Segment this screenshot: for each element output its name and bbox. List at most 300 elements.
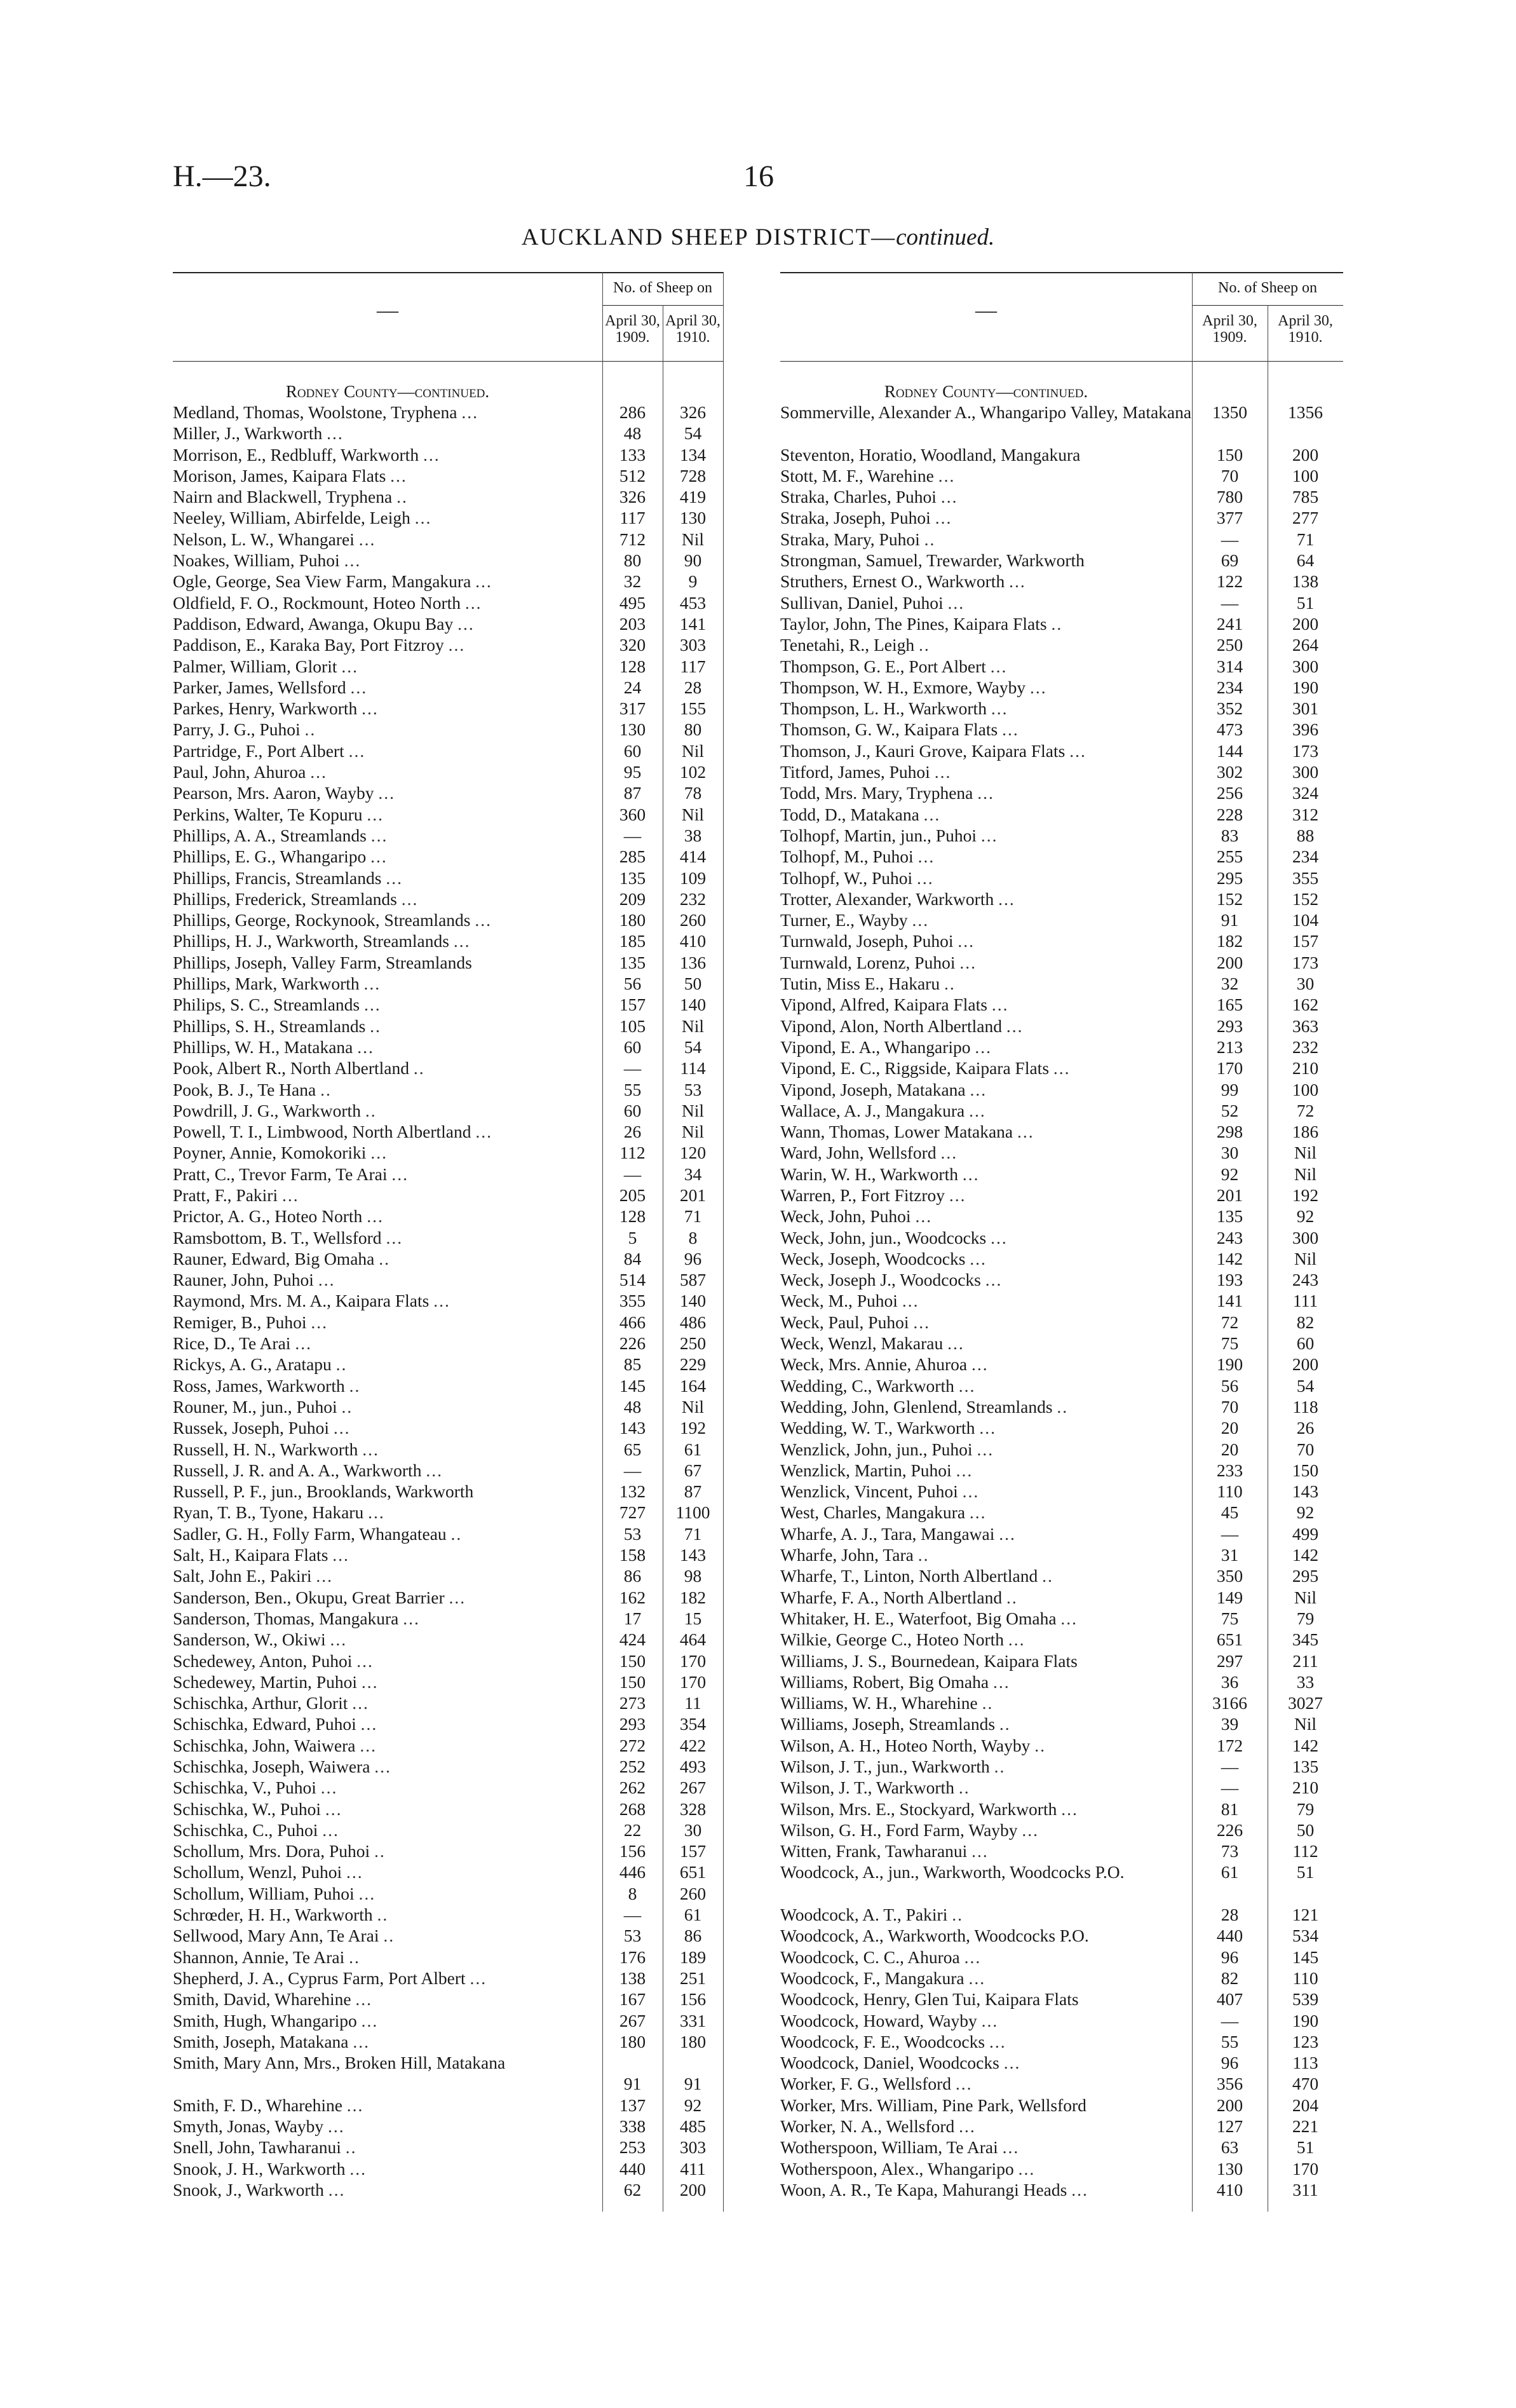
sheep-count-1909: 512 bbox=[619, 465, 646, 486]
sheep-count-1910: 264 bbox=[1292, 635, 1319, 655]
owner-location: Salt, John E., Pakiri bbox=[173, 1566, 312, 1586]
owner-location: Woodcock, A., Warkworth, Woodcocks P.O. bbox=[780, 1926, 1089, 1946]
leader-dots: ... bbox=[958, 931, 975, 951]
table-row bbox=[173, 1989, 723, 2010]
farmer-name bbox=[780, 1290, 1192, 1311]
owner-location: Woodcock, F. E., Woodcocks bbox=[780, 2031, 985, 2051]
sheep-count-1910: 354 bbox=[679, 1714, 707, 1734]
leader-dots: .. bbox=[1051, 613, 1063, 634]
sheep-count-1910: 134 bbox=[679, 444, 707, 465]
leader-dots: ... bbox=[955, 2074, 973, 2094]
sheep-count-1909: 91 bbox=[623, 2074, 642, 2094]
sheep-count-1910: 130 bbox=[679, 508, 707, 528]
sheep-count-1909: 226 bbox=[619, 1333, 646, 1354]
table-row bbox=[173, 1058, 723, 1078]
table-row bbox=[780, 2179, 1343, 2200]
table-row bbox=[173, 1777, 723, 1798]
sheep-count-1909: 172 bbox=[1216, 1735, 1243, 1755]
table-row bbox=[173, 1968, 723, 1989]
leader-dots: ... bbox=[316, 1566, 333, 1586]
farmer-name bbox=[173, 1206, 602, 1227]
farmer-name bbox=[780, 867, 1192, 888]
leader-dots: ... bbox=[353, 2031, 370, 2051]
sheep-count-1909: 65 bbox=[623, 1439, 642, 1459]
owner-location: Woodcock, Howard, Wayby bbox=[780, 2010, 977, 2030]
table-row bbox=[173, 2031, 723, 2052]
sheep-count-1909: 295 bbox=[1216, 867, 1243, 888]
sheep-count-1909: 209 bbox=[619, 888, 646, 909]
farmer-name bbox=[780, 1925, 1192, 1946]
owner-location: Russell, P. F., jun., Brooklands, Warkworth bbox=[173, 1481, 474, 1502]
owner-location: Weck, Joseph, Woodcocks bbox=[780, 1248, 966, 1269]
farmer-name bbox=[173, 1417, 602, 1438]
leader-dots: ... bbox=[968, 1968, 986, 1988]
sheep-count-1909: 338 bbox=[619, 2116, 646, 2137]
table-row bbox=[173, 571, 723, 592]
sheep-count-1909: 138 bbox=[619, 1968, 646, 1988]
owner-location: Vipond, Alfred, Kaipara Flats bbox=[780, 995, 987, 1015]
table-row bbox=[780, 444, 1343, 465]
farmer-name bbox=[780, 592, 1192, 613]
farmer-name bbox=[173, 1439, 602, 1460]
farmer-name bbox=[173, 1820, 602, 1840]
sheep-count-1910: 54 bbox=[684, 423, 702, 444]
owner-location: Thompson, L. H., Warkworth bbox=[780, 698, 987, 719]
owner-location: Thompson, G. E., Port Albert bbox=[780, 656, 986, 676]
farmer-name bbox=[780, 1312, 1192, 1333]
leader-dots: ... bbox=[938, 465, 956, 486]
owner-location: Phillips, H. J., Warkworth, Streamlands bbox=[173, 931, 449, 951]
leader-dots: ... bbox=[327, 423, 344, 444]
owner-location: Ramsbottom, B. T., Wellsford bbox=[173, 1227, 382, 1248]
owner-location: Powdrill, J. G., Warkworth bbox=[173, 1100, 361, 1120]
farmer-name bbox=[780, 1692, 1192, 1713]
sheep-count-1909: 91 bbox=[1221, 910, 1239, 930]
sheep-count-1909: 87 bbox=[623, 783, 642, 803]
owner-location: Vipond, Alon, North Albertland bbox=[780, 1016, 1002, 1036]
sheep-count-1910: 186 bbox=[1292, 1122, 1319, 1142]
owner-location: Warren, P., Fort Fitzroy bbox=[780, 1185, 945, 1205]
sheep-count-1909: 252 bbox=[619, 1757, 646, 1776]
table-row bbox=[780, 888, 1343, 909]
farmer-name bbox=[173, 1925, 602, 1946]
owner-location: Thomson, J., Kauri Grove, Kaipara Flats bbox=[780, 740, 1066, 761]
sheep-count-1910: 162 bbox=[1292, 995, 1319, 1015]
sheep-count-1910: 331 bbox=[679, 2010, 707, 2030]
table-row bbox=[780, 1227, 1343, 1248]
col-1909-left bbox=[602, 313, 663, 346]
sheep-count-1909: 92 bbox=[1221, 1164, 1239, 1184]
top-rule-left bbox=[173, 272, 723, 273]
table-row bbox=[173, 1164, 723, 1185]
sheep-count-1910: 312 bbox=[1292, 804, 1319, 824]
sheep-count-1909: 267 bbox=[619, 2010, 646, 2030]
sheep-count-1909: 110 bbox=[1217, 1481, 1243, 1502]
farmer-name bbox=[780, 1777, 1192, 1798]
farmer-name bbox=[173, 1608, 602, 1629]
leader-dots: ... bbox=[311, 1312, 328, 1332]
leader-dots: ... bbox=[453, 931, 471, 951]
sheep-count-1910: 303 bbox=[679, 2137, 707, 2158]
sheep-count-1909: 440 bbox=[619, 2158, 646, 2179]
owner-location: Schollum, Wenzl, Puhoi bbox=[173, 1862, 342, 1882]
farmer-name bbox=[780, 1968, 1192, 1989]
page-number: 16 bbox=[743, 160, 774, 193]
owner-location: Wharfe, T., Linton, North Albertland bbox=[780, 1566, 1038, 1586]
leader-dots: ... bbox=[1017, 1122, 1034, 1142]
leader-dots: ... bbox=[370, 847, 388, 867]
sheep-count-1909: 70 bbox=[1221, 1396, 1239, 1417]
table-row bbox=[173, 1206, 723, 1227]
table-row bbox=[173, 634, 723, 655]
farmer-name bbox=[173, 2031, 602, 2052]
col-1910-left-line1: April 30, bbox=[665, 313, 721, 329]
sheep-count-1909: 446 bbox=[619, 1862, 646, 1882]
sheep-count-1909: 241 bbox=[1216, 613, 1243, 634]
leader-dots: ... bbox=[1069, 740, 1086, 761]
leader-dots: ... bbox=[362, 1439, 379, 1459]
owner-location: Nelson, L. W., Whangarei bbox=[173, 529, 355, 549]
table-row bbox=[780, 1629, 1343, 1650]
sheep-count-1910: 141 bbox=[679, 613, 707, 634]
farmer-name bbox=[780, 1354, 1192, 1375]
sheep-count-1910: 1100 bbox=[675, 1502, 710, 1523]
bottom-header-rule-right bbox=[780, 361, 1343, 362]
farmer-name bbox=[173, 1968, 602, 1989]
sheep-count-1909: 712 bbox=[619, 529, 646, 549]
sheep-count-1910: 182 bbox=[679, 1587, 707, 1607]
sheep-count-1910: 260 bbox=[679, 1883, 707, 1903]
farmer-name bbox=[780, 656, 1192, 677]
leader-dots: ... bbox=[934, 762, 952, 782]
sheep-count-1909: 314 bbox=[1216, 656, 1243, 676]
table-row bbox=[173, 2137, 723, 2158]
farmer-name bbox=[173, 888, 602, 909]
table-row bbox=[173, 1100, 723, 1121]
owner-location: Parry, J. G., Puhoi bbox=[173, 719, 301, 740]
table-row bbox=[780, 1375, 1343, 1396]
table-row bbox=[173, 1290, 723, 1311]
owner-location: West, Charles, Mangakura bbox=[780, 1502, 966, 1523]
leader-dots: ... bbox=[362, 698, 379, 719]
leader-dots: ... bbox=[980, 825, 998, 845]
sheep-count-1910: 200 bbox=[679, 2179, 707, 2200]
sheep-count-1909: 141 bbox=[1216, 1291, 1243, 1311]
sheep-count-1909: — bbox=[623, 1164, 642, 1184]
sheep-count-1910: 135 bbox=[1292, 1757, 1319, 1776]
farmer-name bbox=[173, 1692, 602, 1713]
table-row bbox=[173, 1840, 723, 1861]
sheep-count-1909: 62 bbox=[623, 2179, 642, 2200]
farmer-name bbox=[173, 867, 602, 888]
top-rule-right bbox=[780, 272, 1343, 273]
sheep-count-1909: 466 bbox=[619, 1312, 646, 1332]
table-row bbox=[173, 1354, 723, 1375]
table-row bbox=[173, 1544, 723, 1565]
leader-dots: ... bbox=[913, 1312, 930, 1332]
sheep-count-1910: 142 bbox=[1292, 1735, 1319, 1755]
leader-dots: ... bbox=[475, 571, 492, 592]
farmer-name bbox=[173, 1671, 602, 1692]
leader-dots: ... bbox=[358, 529, 376, 549]
owner-location: Williams, J. S., Bournedean, Kaipara Flats bbox=[780, 1650, 1078, 1671]
sheep-count-1910: Nil bbox=[681, 1100, 705, 1120]
leader-dots: ... bbox=[949, 1185, 966, 1205]
sheep-count-1909: 32 bbox=[1221, 974, 1239, 994]
sheep-count-1909: 127 bbox=[1216, 2116, 1243, 2137]
farmer-name bbox=[780, 1460, 1192, 1481]
table-row bbox=[173, 1523, 723, 1544]
owner-location: Ward, John, Wellsford bbox=[780, 1143, 937, 1163]
table-row bbox=[780, 1587, 1343, 1608]
owner-location: Ogle, George, Sea View Farm, Mangakura bbox=[173, 571, 471, 592]
farmer-name bbox=[173, 1587, 602, 1608]
leader-dots: .. bbox=[370, 1016, 381, 1036]
table-row bbox=[780, 634, 1343, 655]
leader-dots: ... bbox=[352, 1693, 369, 1713]
farmer-name bbox=[173, 1735, 602, 1756]
sheep-count-1910: 300 bbox=[1292, 656, 1319, 676]
sheep-count-1910: 109 bbox=[679, 867, 707, 888]
leader-dots: ... bbox=[374, 1757, 391, 1776]
table-row bbox=[173, 2158, 723, 2179]
table-row bbox=[173, 1269, 723, 1290]
sheep-count-1909: 122 bbox=[1216, 571, 1243, 592]
table-row bbox=[173, 1587, 723, 1608]
sheep-count-1910: 143 bbox=[679, 1545, 707, 1565]
owner-location: Sanderson, W., Okiwi bbox=[173, 1629, 326, 1650]
table-row bbox=[780, 592, 1343, 613]
sheep-count-1909: 8 bbox=[628, 1883, 637, 1903]
farmer-name bbox=[173, 1799, 602, 1820]
farmer-name bbox=[173, 846, 602, 867]
table-row bbox=[780, 973, 1343, 994]
owner-location: Woodcock, A., jun., Warkworth, Woodcocks P.O. bbox=[780, 1862, 1125, 1882]
farmer-name bbox=[173, 909, 602, 930]
farmer-name bbox=[780, 1016, 1192, 1037]
owner-location: Woodcock, Henry, Glen Tui, Kaipara Flats bbox=[780, 1989, 1079, 2010]
sheep-count-1909: 60 bbox=[623, 1100, 642, 1120]
farmer-name bbox=[780, 1735, 1192, 1756]
sheep-count-1910: 142 bbox=[1292, 1545, 1319, 1565]
farmer-name bbox=[173, 1481, 602, 1502]
sheep-count-1909: 85 bbox=[623, 1354, 642, 1375]
owner-location: Phillips, Mark, Warkworth bbox=[173, 974, 360, 994]
sheep-count-1910: 96 bbox=[684, 1248, 702, 1269]
owner-location: Witten, Frank, Tawharanui bbox=[780, 1841, 968, 1861]
leader-dots: .. bbox=[450, 1523, 463, 1544]
owner-location: Titford, James, Puhoi bbox=[780, 762, 930, 782]
sheep-count-1909: 84 bbox=[623, 1248, 642, 1269]
table-row bbox=[173, 930, 723, 951]
sheep-count-1909: 86 bbox=[623, 1566, 642, 1586]
sheep-count-1910: 180 bbox=[679, 2031, 707, 2051]
leader-dots: ... bbox=[959, 2116, 976, 2137]
sheep-count-1910: 121 bbox=[1292, 1905, 1319, 1925]
sheep-count-1910: 51 bbox=[1296, 2137, 1315, 2158]
farmer-name bbox=[173, 1713, 602, 1734]
table-row bbox=[780, 2158, 1343, 2179]
leader-dots: ... bbox=[962, 1481, 980, 1502]
sheep-count-1909: 285 bbox=[619, 847, 646, 867]
table-row bbox=[780, 1692, 1343, 1713]
farmer-name bbox=[173, 825, 602, 846]
leader-dots: .. bbox=[919, 635, 930, 655]
table-row bbox=[173, 994, 723, 1015]
sheep-count-1909: 350 bbox=[1216, 1566, 1243, 1586]
table-row bbox=[780, 2137, 1343, 2158]
sheep-count-1910: 86 bbox=[684, 1926, 702, 1946]
table-row bbox=[173, 1016, 723, 1037]
owner-location: Wilson, G. H., Ford Farm, Wayby bbox=[780, 1820, 1018, 1840]
owner-location: Whitaker, H. E., Waterfoot, Big Omaha bbox=[780, 1608, 1057, 1628]
sheep-count-1910: 30 bbox=[684, 1820, 702, 1840]
leader-dots: ... bbox=[310, 762, 327, 782]
owner-location: Paddison, E., Karaka Bay, Port Fitzroy bbox=[173, 635, 444, 655]
owner-location: Taylor, John, The Pines, Kaipara Flats bbox=[780, 613, 1047, 634]
col-1910-left-line2: 1910. bbox=[675, 329, 710, 346]
owner-location: Sellwood, Mary Ann, Te Arai bbox=[173, 1926, 379, 1946]
sheep-count-1910: Nil bbox=[681, 1016, 705, 1036]
table-row bbox=[173, 1121, 723, 1142]
leader-dots: ... bbox=[940, 1143, 958, 1163]
owner-location: Salt, H., Kaipara Flats bbox=[173, 1545, 328, 1565]
sheep-count-1909: 268 bbox=[619, 1799, 646, 1819]
owner-location: Wharfe, John, Tara bbox=[780, 1545, 914, 1565]
leader-dots: ... bbox=[1022, 1820, 1039, 1840]
table-row bbox=[173, 867, 723, 888]
leader-dots: ... bbox=[971, 1841, 989, 1861]
owner-location: Smyth, Jonas, Wayby bbox=[173, 2116, 324, 2137]
sheep-count-1910: 90 bbox=[684, 550, 702, 571]
farmer-name bbox=[173, 1142, 602, 1163]
leader-dots: ... bbox=[322, 1820, 339, 1840]
table-row bbox=[173, 1460, 723, 1481]
leader-dots: .. bbox=[1042, 1566, 1053, 1586]
table-row bbox=[780, 994, 1343, 1015]
farmer-name bbox=[173, 444, 602, 465]
owner-location: Straka, Mary, Puhoi bbox=[780, 529, 920, 549]
farmer-name bbox=[780, 952, 1192, 973]
leader-dots: .. bbox=[958, 1778, 970, 1798]
owner-location: Ross, James, Warkworth bbox=[173, 1375, 345, 1396]
sheep-count-1910: 157 bbox=[1292, 931, 1319, 951]
farmer-name bbox=[173, 1565, 602, 1586]
farmer-name bbox=[173, 973, 602, 994]
owner-location: Powell, T. I., Limbwood, North Albertland bbox=[173, 1122, 471, 1142]
sheep-count-1910: Nil bbox=[681, 529, 705, 549]
sheep-count-1909: 440 bbox=[1216, 1926, 1243, 1946]
sheep-count-1910: 72 bbox=[1296, 1100, 1315, 1120]
owner-location: Wenzlick, Martin, Puhoi bbox=[780, 1460, 952, 1480]
sheep-count-1910: 303 bbox=[679, 635, 707, 655]
sheep-count-1910: 587 bbox=[679, 1270, 707, 1290]
sheep-count-1910: 111 bbox=[1292, 1291, 1318, 1311]
table-row bbox=[173, 1396, 723, 1417]
owner-location: Pearson, Mrs. Aaron, Wayby bbox=[173, 783, 374, 803]
sheep-count-1909: 26 bbox=[623, 1122, 642, 1142]
leader-dots: ... bbox=[367, 804, 384, 824]
sheep-count-1910: 67 bbox=[684, 1460, 702, 1480]
sheep-count-1909: 360 bbox=[619, 804, 646, 824]
leader-dots: ... bbox=[330, 1629, 348, 1650]
table-row bbox=[780, 1735, 1343, 1756]
table-row bbox=[780, 867, 1343, 888]
table-row bbox=[173, 1713, 723, 1734]
owner-location: Phillips, Francis, Streamlands bbox=[173, 867, 382, 888]
owner-location: Pratt, F., Pakiri bbox=[173, 1185, 278, 1205]
sheep-count-1910: 534 bbox=[1292, 1926, 1319, 1946]
leader-dots: ... bbox=[360, 1735, 377, 1755]
rows-left bbox=[173, 402, 723, 2200]
owner-location: Schollum, Mrs. Dora, Puhoi bbox=[173, 1841, 370, 1861]
farmer-name bbox=[173, 592, 602, 613]
sheep-count-1910: 92 bbox=[1296, 1206, 1315, 1227]
table-row bbox=[780, 1100, 1343, 1121]
owner-location: Schrœder, H. H., Warkworth bbox=[173, 1905, 373, 1925]
sheep-count-1909: 352 bbox=[1216, 698, 1243, 719]
owner-location: Wedding, John, Glenlend, Streamlands bbox=[780, 1396, 1053, 1417]
table-row bbox=[173, 1925, 723, 1946]
sheep-count-1910: 71 bbox=[1296, 529, 1315, 549]
sheep-count-1910: 419 bbox=[679, 487, 707, 507]
table-row bbox=[780, 909, 1343, 930]
leader-dots: ... bbox=[414, 508, 432, 528]
farmer-name bbox=[780, 1799, 1192, 1820]
sheep-count-1909: 213 bbox=[1216, 1037, 1243, 1057]
farmer-name bbox=[173, 550, 602, 571]
owner-location: Weck, Paul, Puhoi bbox=[780, 1312, 909, 1332]
owner-location: Noakes, William, Puhoi bbox=[173, 550, 340, 571]
leader-dots: ... bbox=[992, 1671, 1010, 1692]
owner-location: Tutin, Miss E., Hakaru bbox=[780, 974, 940, 994]
table-row bbox=[780, 2010, 1343, 2031]
leader-dots: ... bbox=[401, 888, 419, 909]
leader-dots: ... bbox=[358, 1883, 376, 1903]
leader-dots: ... bbox=[403, 1608, 420, 1628]
sheep-count-1909: 190 bbox=[1216, 1354, 1243, 1375]
sheep-count-1909: 1350 bbox=[1212, 402, 1247, 422]
sheep-count-1909: 55 bbox=[1221, 2031, 1239, 2051]
leader-dots: ... bbox=[1071, 2179, 1088, 2200]
sheep-count-1909: 75 bbox=[1221, 1608, 1239, 1628]
sheep-count-1909: 53 bbox=[623, 1523, 642, 1544]
sheep-count-1909: 149 bbox=[1216, 1587, 1243, 1607]
sheep-count-1909: 514 bbox=[619, 1270, 646, 1290]
owner-location: Snell, John, Tawharanui bbox=[173, 2137, 341, 2158]
leader-dots: ... bbox=[979, 1418, 996, 1438]
table-row bbox=[173, 1692, 723, 1713]
owner-location: Wedding, W. T., Warkworth bbox=[780, 1418, 975, 1438]
sheep-count-1910: 211 bbox=[1292, 1650, 1318, 1671]
owner-location: Sullivan, Daniel, Puhoi bbox=[780, 592, 944, 613]
sheep-count-1910: 396 bbox=[1292, 719, 1319, 740]
farmer-name bbox=[780, 2010, 1192, 2031]
farmer-name bbox=[780, 2031, 1192, 2052]
sheep-count-1909: 201 bbox=[1216, 1185, 1243, 1205]
farmer-name bbox=[780, 719, 1192, 740]
leader-dots: .. bbox=[1034, 1735, 1046, 1755]
sheep-count-1909: 273 bbox=[619, 1693, 646, 1713]
farmer-name bbox=[780, 1142, 1192, 1163]
sheep-count-1909: 24 bbox=[623, 677, 642, 697]
sheep-count-1909: 317 bbox=[619, 698, 646, 719]
table-row bbox=[780, 1079, 1343, 1100]
sheep-table-left bbox=[173, 381, 723, 2200]
owner-location: Snook, J., Warkworth bbox=[173, 2179, 324, 2200]
farmer-name bbox=[173, 1037, 602, 1058]
sheep-count-1909: 80 bbox=[623, 550, 642, 571]
